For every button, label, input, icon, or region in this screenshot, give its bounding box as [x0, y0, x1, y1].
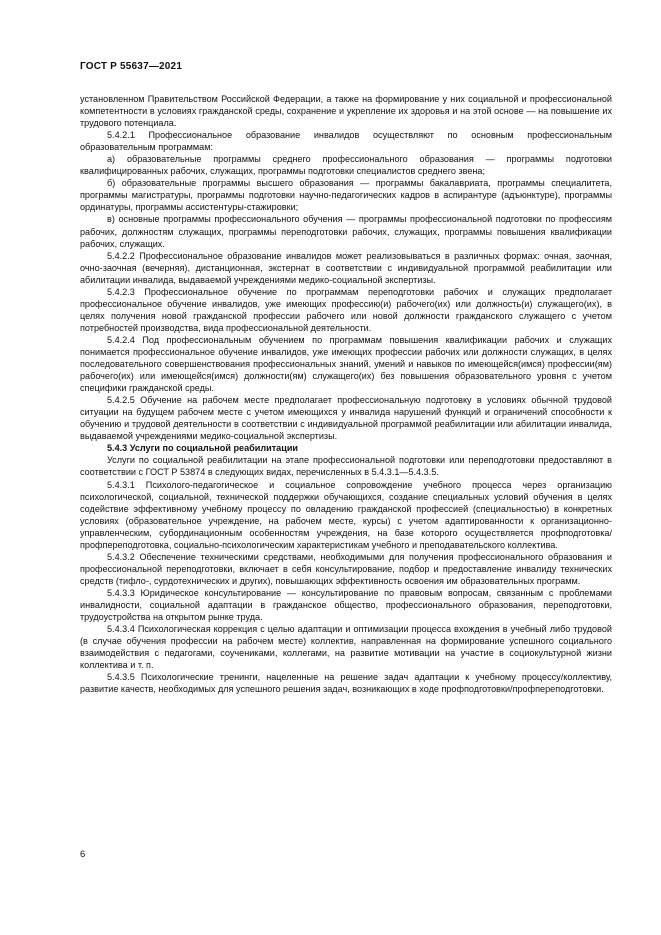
paragraph-5-4-2-3: 5.4.2.3 Профессиональное обучение по программам переподготовки рабочих и служащих предполагает профессиональное обучение инвалидов, уже имеющих профессию(и) рабочего(их) или должность(и) служащего(их), в целях получения новой гражданской профессии рабочего или новой должности гражданского служащего с учетом потребностей производства, вида профессиональной деятельности.	[80, 286, 612, 333]
paragraph-5-4-3-2: 5.4.3.2 Обеспечение техническими средствами, необходимыми для получения профессионального образования и профессиональной переподготовки, включает в себя консультирование, подбор и предоставление инвалиду технических средств (тифло-, сурдотехнических и других), повышающих эффективность освоения им образовательных программ.	[80, 551, 612, 586]
list-item-a: а) образовательные программы среднего профессионального образования — программы подготовки квалифицированных рабочих, служащих, программы подготовки специалистов среднего звена;	[80, 154, 612, 177]
paragraph-intro-continuation: установленном Правительством Российской Федерации, а также на формирование у них социальной и профессиональной компетентности в условиях гражданской среды, сохранение и укрепление их здоровья и на этой основе — на повышение их трудового потенциала.	[80, 94, 612, 129]
paragraph-5-4-2-1: 5.4.2.1 Профессиональное образование инвалидов осуществляют по основным профессиональным образовательным программам:	[80, 130, 612, 153]
document-body	[80, 93, 612, 695]
list-item-v: в) основные программы профессионального обучения — программы профессиональной подготовки по профессиям рабочих, должностям служащих, программы переподготовки рабочих, служащих, программы повышения квалификации рабочих, служащих.	[80, 214, 612, 249]
paragraph-5-4-3-intro: Услуги по социальной реабилитации на этапе профессиональной подготовки или переподготовки предоставляют в соответствии с ГОСТ Р 53874 в следующих видах, перечисленных в 5.4.3.1—5.4.3.5.	[80, 455, 612, 478]
section-heading-5-4-3: 5.4.3 Услуги по социальной реабилитации	[107, 443, 298, 454]
list-item-b: б) образовательные программы высшего образования — программы бакалавриата, программы специалитета, программы магистратуры, программы подготовки научно-педагогических кадров в аспирантуре (адъюнктуре), программы ординатуры, программы ассистентуры-стажировки;	[80, 178, 612, 213]
paragraph-5-4-3-4: 5.4.3.4 Психологическая коррекция с целью адаптации и оптимизации процесса вхождения в учебный либо трудовой (в случае обучения профессии на рабочем месте) коллектив, направленная на формирование успешного социального взаимодействия с педагогами, соучениками, коллегами, на развитие мотивации на участие в социокультурной жизни коллектива и т. п.	[80, 624, 612, 671]
document-header: ГОСТ Р 55637—2021	[80, 61, 183, 72]
paragraph-5-4-2-5: 5.4.2.5 Обучение на рабочем месте предполагает профессиональную подготовку в условиях обычной трудовой ситуации на будущем рабочем месте с учетом имеющихся у инвалида нарушений функций и ограничений способности к обучению и трудовой деятельности в соответствии с индивидуальной программой реабилитации или абилитации инвалида, выдаваемой учреждениями медико-социальной экспертизы.	[80, 395, 612, 442]
paragraph-5-4-3-3: 5.4.3.3 Юридическое консультирование — консультирование по правовым вопросам, связанным с проблемами инвалидности, социальной адаптации в гражданское общество, профессионального образования, переподготовки, трудоустройства на открытом рынке труда.	[80, 587, 612, 623]
page-number: 6	[80, 849, 86, 860]
paragraph-5-4-2-4: 5.4.2.4 Под профессиональным обучением по программам повышения квалификации рабочих и служащих понимается профессиональное обучение инвалидов, уже имеющих профессии рабочих или должности служащих, в целях последовательного совершенствования профессиональных знаний, умений и навыков по имеющейся(имся) профессии(ям) рабочего(их) или имеющейся(имся) должности(ям) служащего(их) без повышения образовательного уровня с учетом специфики гражданской среды.	[80, 334, 612, 394]
paragraph-5-4-3-1: 5.4.3.1 Психолого-педагогическое и социальное сопровождение учебного процесса через организацию психологической, социальной, технической поддержки обучающихся, создание специальных условий обучения в целях содействие эффективному учебному процессу по овладению гражданской профессией (специальностью) в конкретных условиях (образовательное учреждение, на рабочем месте, курсы) с учетом адаптированности к организационно-управленческим, субординационным особенностям учреждения, на базе которого осуществляется профподготовка/профпереподготовка, социально-психологическим характеристикам учебного и преподавательского коллектива.	[80, 479, 612, 550]
paragraph-5-4-2-2: 5.4.2.2 Профессиональное образование инвалидов может реализовываться в различных формах: очная, заочная, очно-заочная (вечерняя), дистанционная, экстернат в соответствии с индивидуальной программой реабилитации или абилитации инвалида, выдаваемой учреждениями медико-социальной экспертизы.	[80, 250, 612, 285]
paragraph-5-4-3-5: 5.4.3.5 Психологические тренинги, нацеленные на решение задач адаптации к учебному процессу/коллективу, развитие качеств, необходимых для успешного решения задач, возникающих в ходе профподготовки/профпереподготовки.	[80, 672, 612, 695]
